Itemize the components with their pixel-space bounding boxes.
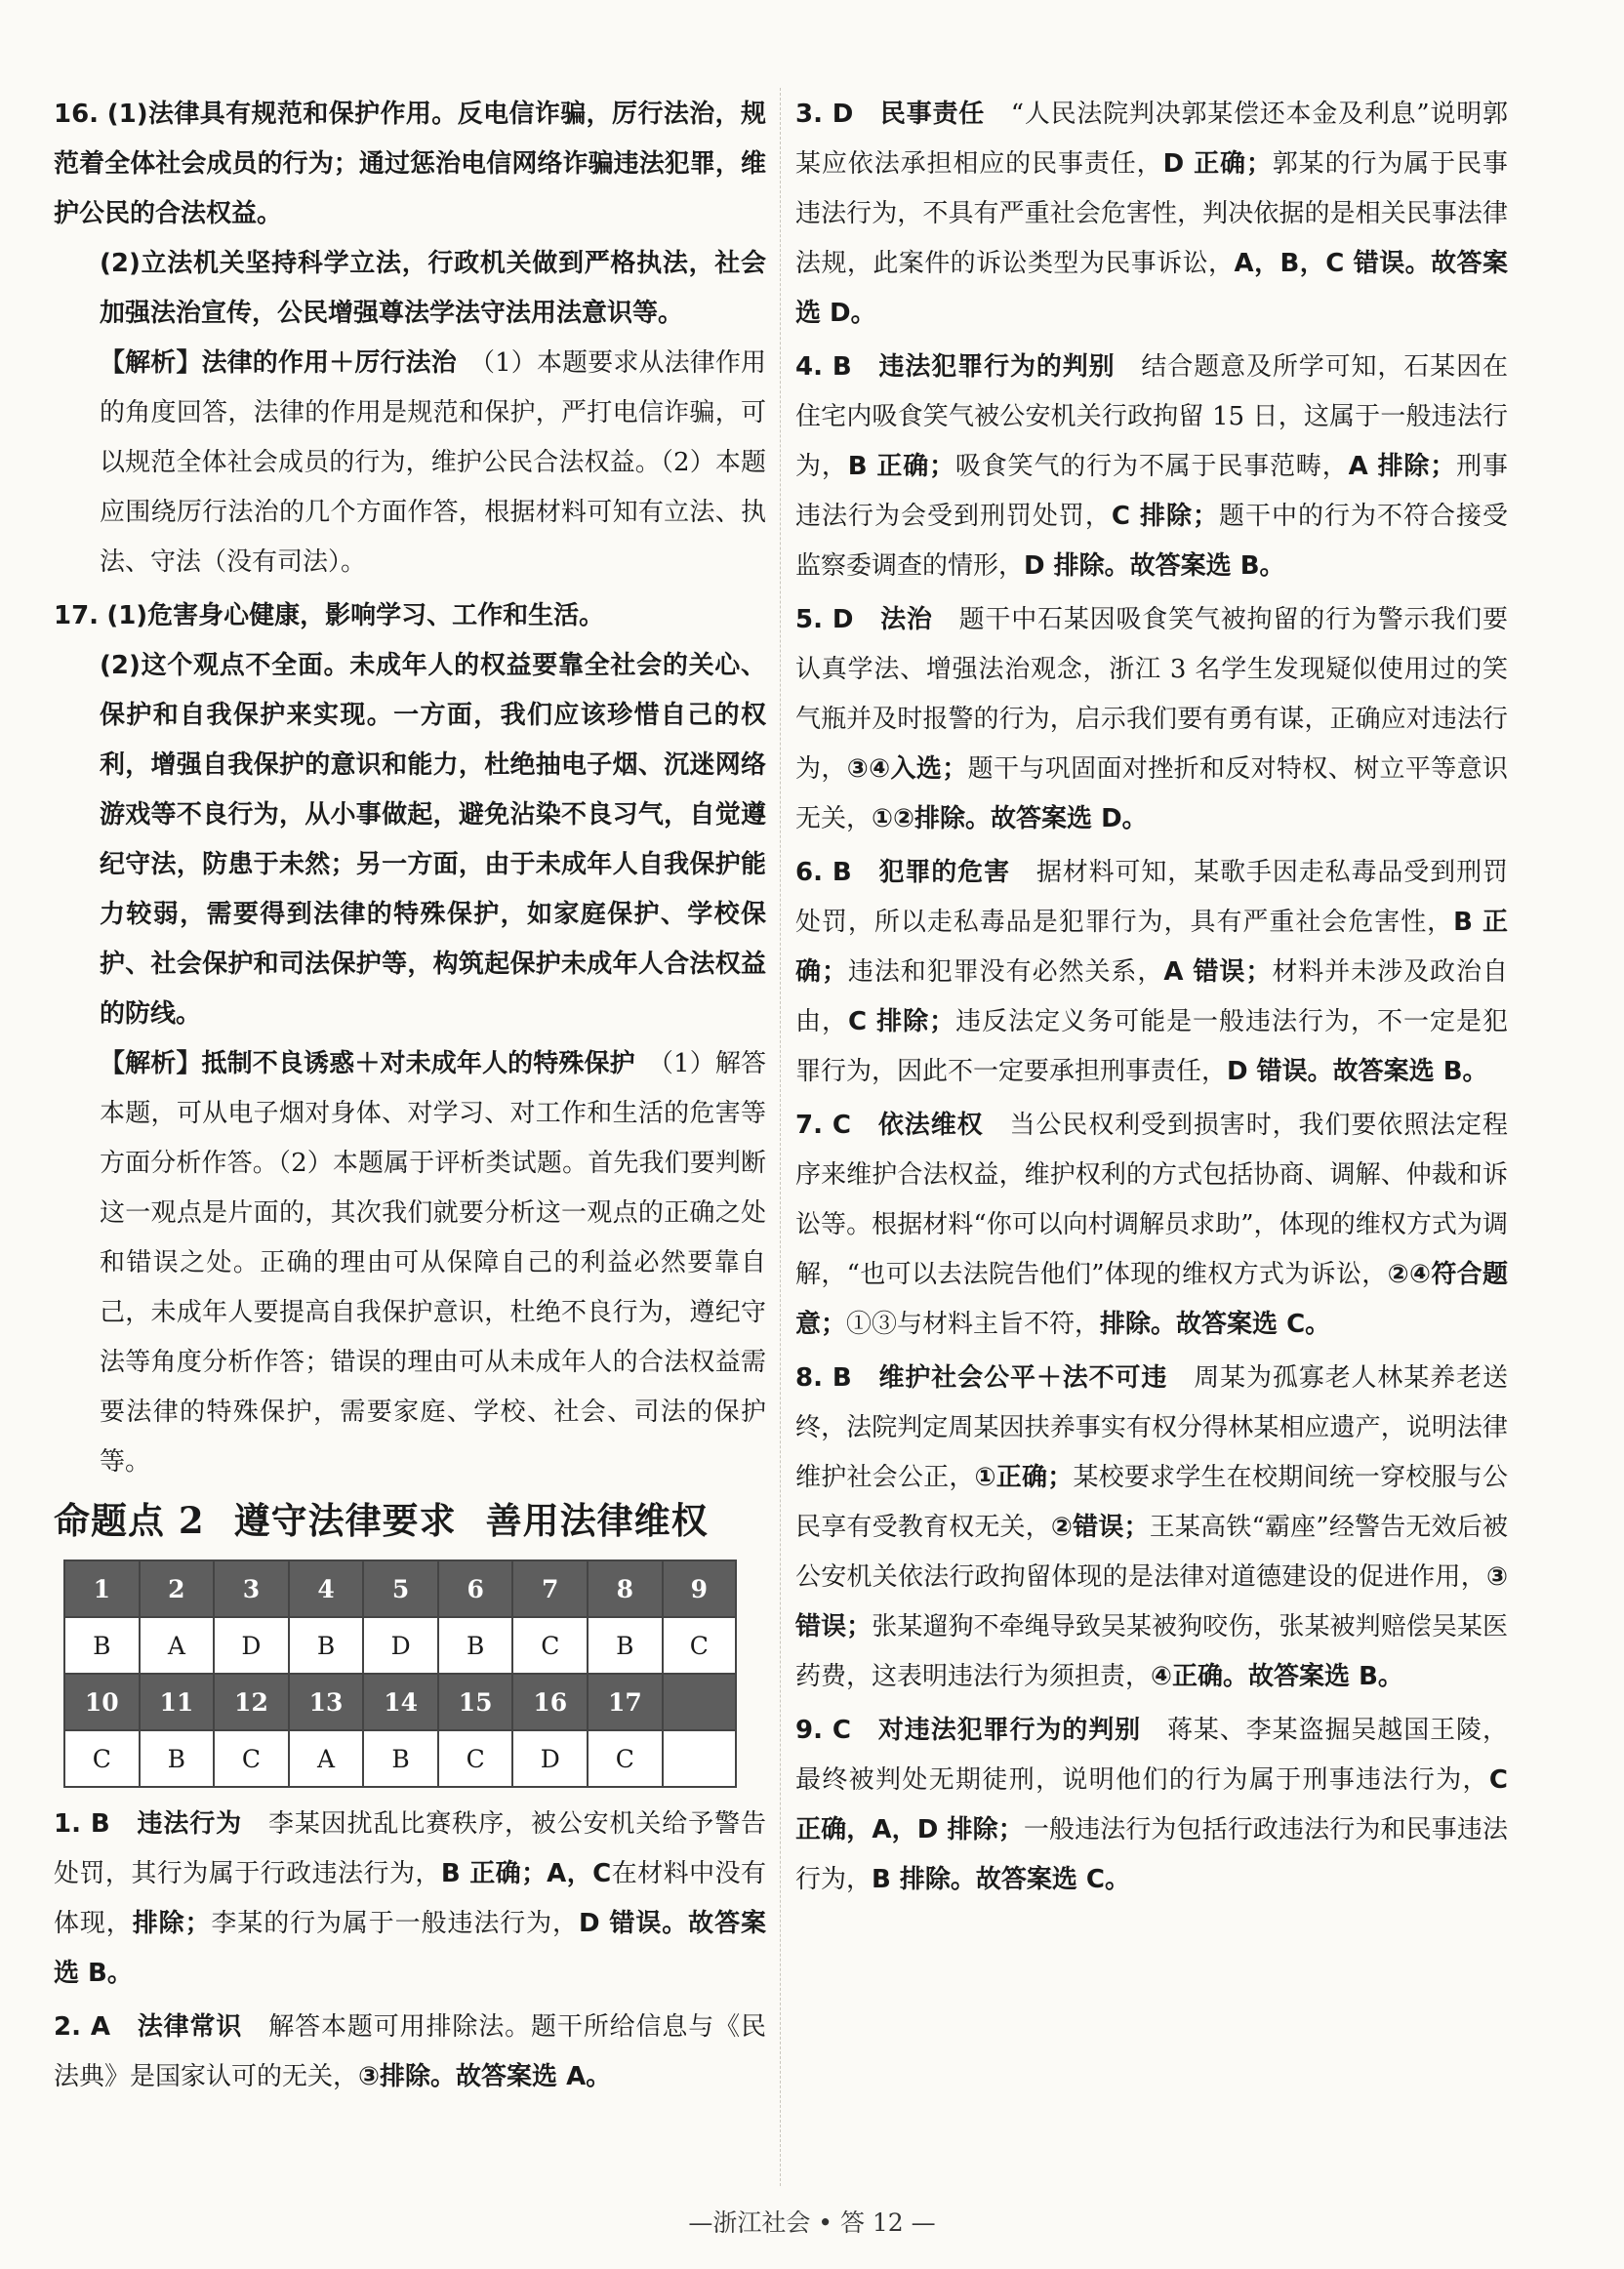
section-heading (54, 1491, 766, 1550)
answer-part-2: (2)这个观点不全面。未成年人的权益要靠全社会的关心、保护和自我保护来实现。一方面，我们应该珍惜自己的权利，增强自我保护的意识和能力，杜绝抽电子烟、沉迷网络游戏等不良行为，从小事做起，避免沾染不良习气，自觉遵纪守法，防患于未然；另一方面，由于未成年人自我保护能力较弱，需要得到法律的特殊保护，如家庭保护、学校保护、社会保护和司法保护等，构筑起保护未成年人合法权益的防线。 (100, 651, 766, 1029)
topic: 法治 (880, 605, 933, 634)
explanation-bold: C 排除； (1111, 502, 1219, 531)
answer-key-number-cell: 13 (289, 1674, 364, 1730)
topic: 法律常识 (137, 2012, 243, 2042)
explanation-text: 李某的行为属于一般违法行为， (210, 1909, 579, 1938)
question-number: 1. B (54, 1809, 110, 1839)
answer-key-number-row (64, 1674, 736, 1730)
answer-key-answer-cell: C (588, 1730, 663, 1787)
answer-key-number-row (64, 1560, 736, 1617)
answer-key-number-cell: 4 (289, 1560, 364, 1617)
explanation-bold: 排除。故答案选 C。 (1100, 1310, 1331, 1339)
question-number: 16. (54, 100, 100, 129)
answer-key-answer-cell: B (289, 1617, 364, 1674)
section-label: 命题点 2 (54, 1499, 205, 1542)
explanation-bold: ①②排除。故答案选 D。 (872, 804, 1148, 833)
answer-key-answer-row (64, 1730, 736, 1787)
answer-key-answer-cell: B (588, 1617, 663, 1674)
topic: 违法行为 (137, 1809, 243, 1839)
explanation-text: 周某为孤寡老人林某养老送终，法院判定周某因扶养事实有权分得林某相应遗产，说明法律维护社会公正， (795, 1363, 1508, 1492)
left-column (54, 90, 766, 2106)
topic: 民事责任 (879, 100, 985, 129)
answer-key-number-cell: 7 (512, 1560, 588, 1617)
question-7 (795, 1101, 1508, 1350)
question-number: 2. A (54, 2012, 111, 2042)
answer-key-number-cell: 17 (588, 1674, 663, 1730)
answer-key-answer-row (64, 1617, 736, 1674)
answer-key-table (63, 1560, 737, 1788)
question-number: 17. (54, 601, 100, 630)
answer-part-1: (1)法律具有规范和保护作用。反电信诈骗，厉行法治，规范着全体社会成员的行为；通过惩治电信网络诈骗违法犯罪，维护公民的合法权益。 (54, 100, 767, 228)
question-4 (795, 343, 1508, 591)
explanation-bold: C 排除； (848, 1007, 955, 1036)
question-16 (54, 90, 766, 588)
explanation-bold: B 正确； (795, 908, 1508, 987)
explanation-text: 张某遛狗不牵绳导致吴某被狗咬伤，张某被判赔偿吴某医药费，这表明违法行为须担责， (795, 1612, 1508, 1691)
explanation-bold: ①正确； (974, 1463, 1074, 1492)
answer-key-number-cell: 14 (363, 1674, 438, 1730)
page-footer: —浙江社会 • 答 12 — (688, 2208, 936, 2237)
answer-key-number-cell: 1 (64, 1560, 140, 1617)
question-number: 6. B (795, 858, 852, 887)
topic: 依法维权 (877, 1111, 984, 1140)
answer-key-number-cell: 15 (438, 1674, 513, 1730)
answer-key-number-cell: 11 (140, 1674, 215, 1730)
question-number: 7. C (795, 1111, 852, 1140)
explanation-bold: A 错误； (1163, 957, 1272, 987)
explanation-text: 李某因扰乱比赛秩序，被公安机关给予警告处罚，其行为属于行政违法行为， (54, 1809, 766, 1888)
explanation-bold: B 正确；A，C (440, 1859, 612, 1888)
answer-key-number-cell: 8 (588, 1560, 663, 1617)
answer-key-answer-cell: D (512, 1730, 588, 1787)
answer-key-number-cell: 5 (363, 1560, 438, 1617)
explanation-text: 题干与巩固面对挫折和反对特权、树立平等意识无关， (795, 754, 1508, 833)
explanation-bold: D 错误。故答案选 B。 (54, 1909, 766, 1988)
explanation-text: 违反法定义务可能是一般违法行为，不一定是犯罪行为，因此不一定要承担刑事责任， (795, 1007, 1508, 1086)
explanation-bold: A，B，C 错误。故答案选 D。 (795, 249, 1508, 328)
answer-key-answer-cell: C (663, 1617, 736, 1674)
explanation-bold: ③排除。故答案选 A。 (358, 2062, 612, 2091)
answer-key-answer-cell: A (289, 1730, 364, 1787)
topic: 违法犯罪行为的判别 (878, 352, 1116, 382)
explanation-text: 刑事违法行为会受到刑罚处罚， (795, 452, 1508, 531)
question-5 (795, 595, 1508, 844)
explanation-text: 郭某的行为属于民事违法行为，不具有严重社会危害性，判决依据的是相关民事法律法规，此案件的诉讼类型为民事诉讼， (795, 149, 1508, 278)
explanation-text: “人民法院判决郭某偿还本金及利息”说明郭某应依法承担相应的民事责任， (795, 100, 1508, 179)
explanation-bold: A 排除； (1348, 452, 1456, 481)
section-title-2: 善用法律维权 (485, 1499, 709, 1542)
analysis-text: （1）本题要求从法律作用的角度回答，法律的作用是规范和保护，严打电信诈骗，可以规范全体社会成员的行为，维护公民合法权益。（2）本题应围绕厉行法治的几个方面作答，根据材料可知有立法、执法、守法（没有司法）。 (100, 348, 766, 577)
answer-key-answer-cell: D (363, 1617, 438, 1674)
explanation-text: 吸食笑气的行为不属于民事范畴， (954, 452, 1349, 481)
explanation-text: 据材料可知，某歌手因走私毒品受到刑罚处罚，所以走私毒品是犯罪行为，具有严重社会危害性， (795, 858, 1508, 937)
explanation-text: 题干中的行为不符合接受监察委调查的情形， (795, 502, 1508, 581)
answer-key-answer-cell: B (438, 1617, 513, 1674)
question-number: 4. B (795, 352, 852, 382)
explanation-bold: D 排除。故答案选 B。 (1024, 551, 1285, 581)
answer-key-answer-cell: C (438, 1730, 513, 1787)
right-column (795, 90, 1508, 1909)
section-title-1: 遵守法律要求 (233, 1499, 457, 1542)
explanation-bold: B 正确； (847, 452, 955, 481)
question-1 (54, 1800, 766, 1999)
explanation-bold: D 正确； (1162, 149, 1272, 179)
explanation-bold: ②错误； (1050, 1513, 1150, 1542)
answer-key-answer-cell: C (512, 1617, 588, 1674)
answer-key-number-cell: 6 (438, 1560, 513, 1617)
answer-key-number-cell: 12 (214, 1674, 289, 1730)
question-2 (54, 2003, 766, 2102)
answer-key-answer-cell: B (140, 1730, 215, 1787)
answer-key-number-cell: 3 (214, 1560, 289, 1617)
question-number: 8. B (795, 1363, 852, 1393)
question-number: 3. D (795, 100, 854, 129)
topic: 犯罪的危害 (878, 858, 1010, 887)
answer-part-1: (1)危害身心健康，影响学习、工作和生活。 (106, 601, 605, 630)
answer-key-answer-cell: A (140, 1617, 215, 1674)
answer-key-number-cell: 9 (663, 1560, 736, 1617)
topic: 对违法犯罪行为的判别 (877, 1716, 1142, 1745)
explanation-bold: ③错误； (795, 1562, 1508, 1641)
explanation-bold: ④正确。故答案选 B。 (1151, 1662, 1403, 1691)
explanation-text: 材料并未涉及政治自由， (795, 957, 1508, 1036)
answer-key-number-cell: 2 (140, 1560, 215, 1617)
answer-key-answer-cell: C (64, 1730, 140, 1787)
answer-key-answer-cell: B (363, 1730, 438, 1787)
explanation-bold: 排除； (132, 1909, 211, 1938)
answer-key-number-cell: 10 (64, 1674, 140, 1730)
question-6 (795, 848, 1508, 1097)
answer-key-number-cell (663, 1674, 736, 1730)
explanation-text: 蒋某、李某盗掘吴越国王陵，最终被判处无期徒刑，说明他们的行为属于刑事违法行为， (795, 1716, 1508, 1795)
explanation-text: 题干中石某因吸食笑气被拘留的行为警示我们要认真学法、增强法治观念，浙江 3 名学生发现疑似使用过的笑气瓶并及时报警的行为，启示我们要有勇有谋，正确应对违法行为， (795, 605, 1508, 784)
explanation-bold: ③④入选； (846, 754, 968, 784)
answer-key-answer-cell (663, 1730, 736, 1787)
analysis-label: 【解析】法律的作用＋厉行法治 (100, 348, 457, 378)
analysis-text: （1）解答本题，可从电子烟对身体、对学习、对工作和生活的危害等方面分析作答。（2）本题属于评析类试题。首先我们要判断这一观点是片面的，其次我们就要分析这一观点的正确之处和错误之处。正确的理由可从保障自己的利益必然要靠自己，未成年人要提高自我保护意识，杜绝不良行为，遵纪守法等角度分析作答；错误的理由可从未成年人的合法权益需要法律的特殊保护，需要家庭、学校、社会、司法的保护等。 (100, 1049, 766, 1477)
question-9 (795, 1706, 1508, 1905)
answer-key-answer-cell: B (64, 1617, 140, 1674)
explanation-text: 解答本题可用排除法。题干所给信息与《民法典》是国家认可的无关， (54, 2012, 766, 2091)
explanation-text: 在材料中没有体现， (54, 1859, 766, 1938)
question-number: 9. C (795, 1716, 852, 1745)
explanation-text: 结合题意及所学可知，石某因在住宅内吸食笑气被公安机关行政拘留 15 日，这属于一般违法行为， (795, 352, 1508, 481)
explanation-text: 违法和犯罪没有必然关系， (846, 957, 1164, 987)
question-17 (54, 591, 766, 1487)
explanation-text: 当公民权利受到损害时，我们要依照法定程序来维护合法权益，维护权利的方式包括协商、调解、仲裁和诉讼等。根据材料“你可以向村调解员求助”，体现的维权方式为调解，“也可以去法院告他们”体现的维权方式为诉讼， (795, 1111, 1508, 1289)
explanation-text: ①③与材料主旨不符， (846, 1310, 1101, 1339)
answer-key-answer-cell: C (214, 1730, 289, 1787)
question-8 (795, 1354, 1508, 1702)
column-divider (780, 88, 781, 2186)
question-number: 5. D (795, 605, 854, 634)
explanation-text: 一般违法行为包括行政违法行为和民事违法行为， (795, 1815, 1508, 1894)
explanation-bold: ②④符合题意； (795, 1260, 1508, 1339)
answer-key-number-cell: 16 (512, 1674, 588, 1730)
explanation-bold: D 错误。故答案选 B。 (1227, 1057, 1488, 1086)
explanation-bold: C 正确，A，D 排除； (795, 1765, 1508, 1844)
answer-part-2: (2)立法机关坚持科学立法，行政机关做到严格执法，社会加强法治宣传，公民增强尊法学法守法用法意识等。 (100, 249, 766, 328)
analysis-label: 【解析】抵制不良诱惑＋对未成年人的特殊保护 (100, 1049, 635, 1078)
question-3 (795, 90, 1508, 339)
explanation-text: 某校要求学生在校期间统一穿校服与公民享有受教育权无关， (795, 1463, 1508, 1542)
explanation-text: 王某高铁“霸座”经警告无效后被公安机关依法行政拘留体现的是法律对道德建设的促进作用， (795, 1513, 1508, 1592)
topic: 维护社会公平＋法不可违 (878, 1363, 1168, 1393)
explanation-bold: B 排除。故答案选 C。 (872, 1865, 1131, 1894)
answer-key-answer-cell: D (214, 1617, 289, 1674)
